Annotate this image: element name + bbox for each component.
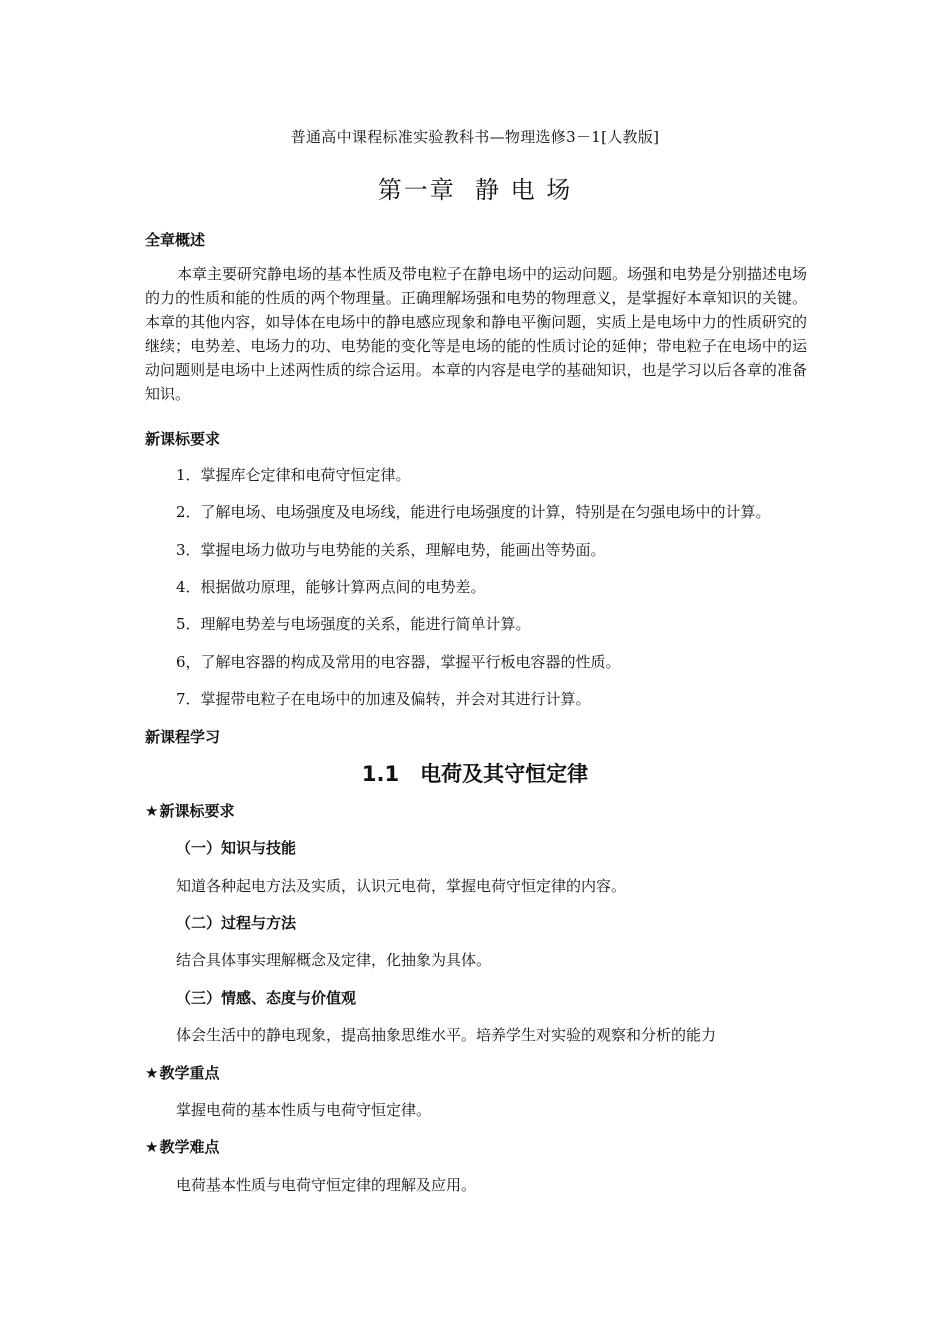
difficulty-text: 电荷基本性质与电荷守恒定律的理解及应用。	[176, 1176, 477, 1194]
key-heading-label: 教学重点	[159, 1064, 220, 1082]
requirement-item-1: 1．掌握库仑定律和电荷守恒定律。	[176, 466, 411, 484]
goal-label-process: （二）过程与方法	[176, 914, 297, 932]
key-text: 掌握电荷的基本性质与电荷守恒定律。	[176, 1101, 432, 1119]
star-icon: ★	[145, 1138, 159, 1156]
requirement-item-7: 7．掌握带电粒子在电场中的加速及偏转，并会对其进行计算。	[176, 690, 591, 708]
goals-heading-label: 新课标要求	[159, 802, 235, 820]
requirement-item-3: 3．掌握电场力做功与电势能的关系，理解电势，能画出等势面。	[176, 541, 606, 559]
goal-text-attitude: 体会生活中的静电现象，提高抽象思维水平。培养学生对实验的观察和分析的能力	[176, 1026, 717, 1044]
goal-text-knowledge: 知道各种起电方法及实质，认识元电荷，掌握电荷守恒定律的内容。	[176, 877, 627, 895]
chapter-title: 第一章 静 电 场	[377, 176, 573, 204]
overview-heading: 全章概述	[145, 231, 206, 249]
star-icon: ★	[145, 802, 159, 820]
goals-heading	[145, 800, 234, 821]
requirement-item-4: 4．根据做功原理，能够计算两点间的电势差。	[176, 578, 486, 596]
goal-label-attitude: （三）情感、态度与价值观	[176, 989, 357, 1007]
study-heading: 新课程学习	[145, 728, 221, 746]
section-title: 1.1 电荷及其守恒定律	[361, 762, 589, 786]
overview-paragraph: 本章主要研究静电场的基本性质及带电粒子在静电场中的运动问题。场强和电势是分别描述电场的力的性质和能的性质的两个物理量。正确理解场强和电势的物理意义，是掌握好本章知识的关键。本章的其他内容，如导体在电场中的静电感应现象和静电平衡问题，实质上是电场中力的性质研究的继续；电势差、电场力的功、电势能的变化等是电场的能的性质讨论的延伸；带电粒子在电场中的运动问题则是电场中上述两性质的综合运用。本章的内容是电学的基础知识，也是学习以后各章的准备知识。	[145, 265, 808, 403]
goal-text-process: 结合具体事实理解概念及定律，化抽象为具体。	[176, 951, 492, 969]
requirement-item-2: 2．了解电场、电场强度及电场线，能进行电场强度的计算，特别是在匀强电场中的计算。	[176, 503, 771, 521]
difficulty-heading-label: 教学难点	[159, 1138, 220, 1156]
requirement-item-5: 5．理解电势差与电场强度的关系，能进行简单计算。	[176, 615, 531, 633]
requirements-heading: 新课标要求	[145, 430, 221, 448]
requirement-item-6: 6，了解电容器的构成及常用的电容器，掌握平行板电容器的性质。	[176, 653, 621, 671]
goal-label-knowledge: （一）知识与技能	[176, 839, 297, 857]
difficulty-heading	[145, 1136, 219, 1157]
star-icon: ★	[145, 1064, 159, 1082]
book-subtitle: 普通高中课程标准实验教科书—物理选修3－1[人教版]	[290, 128, 660, 146]
key-heading	[145, 1062, 219, 1083]
